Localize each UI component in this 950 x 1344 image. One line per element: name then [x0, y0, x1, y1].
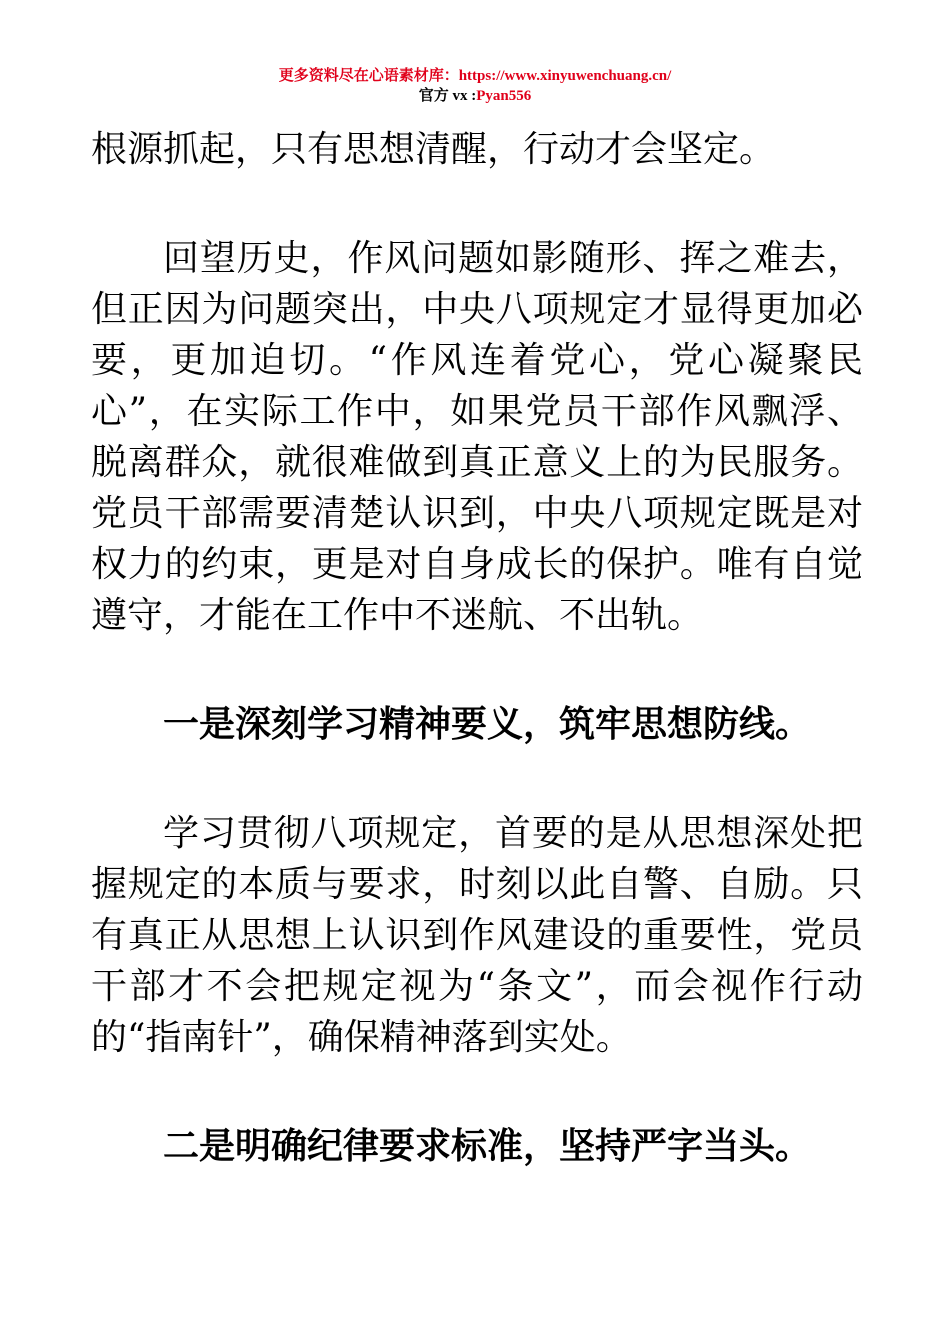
section-heading-2: 二是明确纪律要求标准，坚持严字当头。	[163, 1125, 812, 1167]
paragraph-history: 回望历史，作风问题如影随形、挥之难去，但正因为问题突出，中央八项规定才显得更加必要，更加迫切。“作风连着党心，党心凝聚民心”，在实际工作中，如果党员干部作风飘浮、脱离群众，就很难做到真正意义上的为民服务。党员干部需要清楚认识到，中央八项规定既是对权力的约束，更是对自身成长的保护。唯有自觉遵守，才能在工作中不迷航、不出轨。	[91, 238, 863, 636]
header-source-line: 更多资料尽在心语素材库：https://www.xinyuwenchuang.cn/	[278, 68, 672, 84]
page-header	[0, 66, 950, 106]
section-heading-1: 一是深刻学习精神要义，筑牢思想防线。	[163, 703, 812, 745]
header-vx-label: 官方 vx :	[418, 88, 477, 104]
header-vx-id: Pyan556	[476, 88, 532, 104]
header-contact-line	[0, 86, 950, 106]
document-body	[91, 124, 863, 1172]
paragraph-study: 学习贯彻八项规定，首要的是从思想深处把握规定的本质与要求，时刻以此自警、自励。只有真正从思想上认识到作风建设的重要性，党员干部才不会把规定视为“条文”，而会视作行动的“指南针”，确保精神落到实处。	[91, 813, 863, 1058]
paragraph-continuation: 根源抓起，只有思想清醒，行动才会坚定。	[91, 129, 776, 170]
